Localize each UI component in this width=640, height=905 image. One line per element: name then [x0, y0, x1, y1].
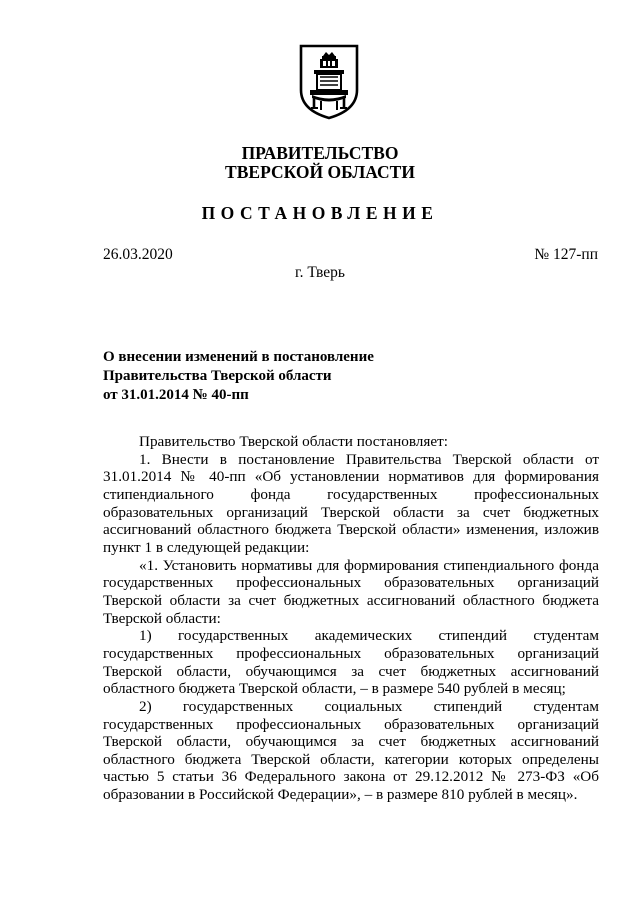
- organization-name-line2: ТВЕРСКОЙ ОБЛАСТИ: [225, 162, 415, 182]
- document-body: [103, 433, 599, 804]
- document-date: 26.03.2020: [103, 246, 173, 263]
- subject-line: Правительства Тверской области: [103, 368, 332, 384]
- document-subject: [103, 348, 374, 405]
- tver-region-coat-of-arms-icon: [298, 44, 360, 120]
- document-number: № 127-пп: [534, 246, 598, 263]
- document-city: г. Тверь: [295, 264, 345, 281]
- body-paragraph-item-1: 1. Внести в постановление Правительства Тверской области от 31.01.2014 № 40-пп «Об установлении нормативов для формирования стипендиального фонда государственных профессиональных образовательных организаций Тверской области за счет бюджетных ассигнований областного бюджета Тверской области» изменения, изложив пункт 1 в следующей редакции:: [103, 450, 599, 556]
- body-paragraph-subitem-2: 2) государственных социальных стипендий студентам государственных профессиональных образовательных организаций Тверской области, обучающимся за счет бюджетных ассигнований областного бюджета Тверской области, категории которых определены частью 5 статьи 36 Федерального закона от 29.12.2012 № 273-ФЗ «Об образовании в Российской Федерации», – в размере 810 рублей в месяц».: [103, 697, 599, 804]
- document-type-title: ПОСТАНОВЛЕНИЕ: [201, 203, 439, 223]
- organization-name-line1: ПРАВИТЕЛЬСТВО: [241, 143, 399, 163]
- body-paragraph-quoted-point-1: «1. Установить нормативы для формирования стипендиального фонда государственных профессиональных образовательных организаций Тверской области за счет бюджетных ассигнований областного бюджета Тверской области:: [103, 556, 599, 627]
- body-paragraph-preamble: Правительство Тверской области постановляет:: [139, 433, 448, 450]
- subject-line: О внесении изменений в постановление: [103, 349, 374, 365]
- body-paragraph-subitem-1: 1) государственных академических стипендий студентам государственных профессиональных образовательных организаций Тверской области, обучающимся за счет бюджетных ассигнований областного бюджета Тверской области, – в размере 540 рублей в месяц;: [103, 627, 599, 698]
- subject-line: от 31.01.2014 № 40-пп: [103, 387, 249, 403]
